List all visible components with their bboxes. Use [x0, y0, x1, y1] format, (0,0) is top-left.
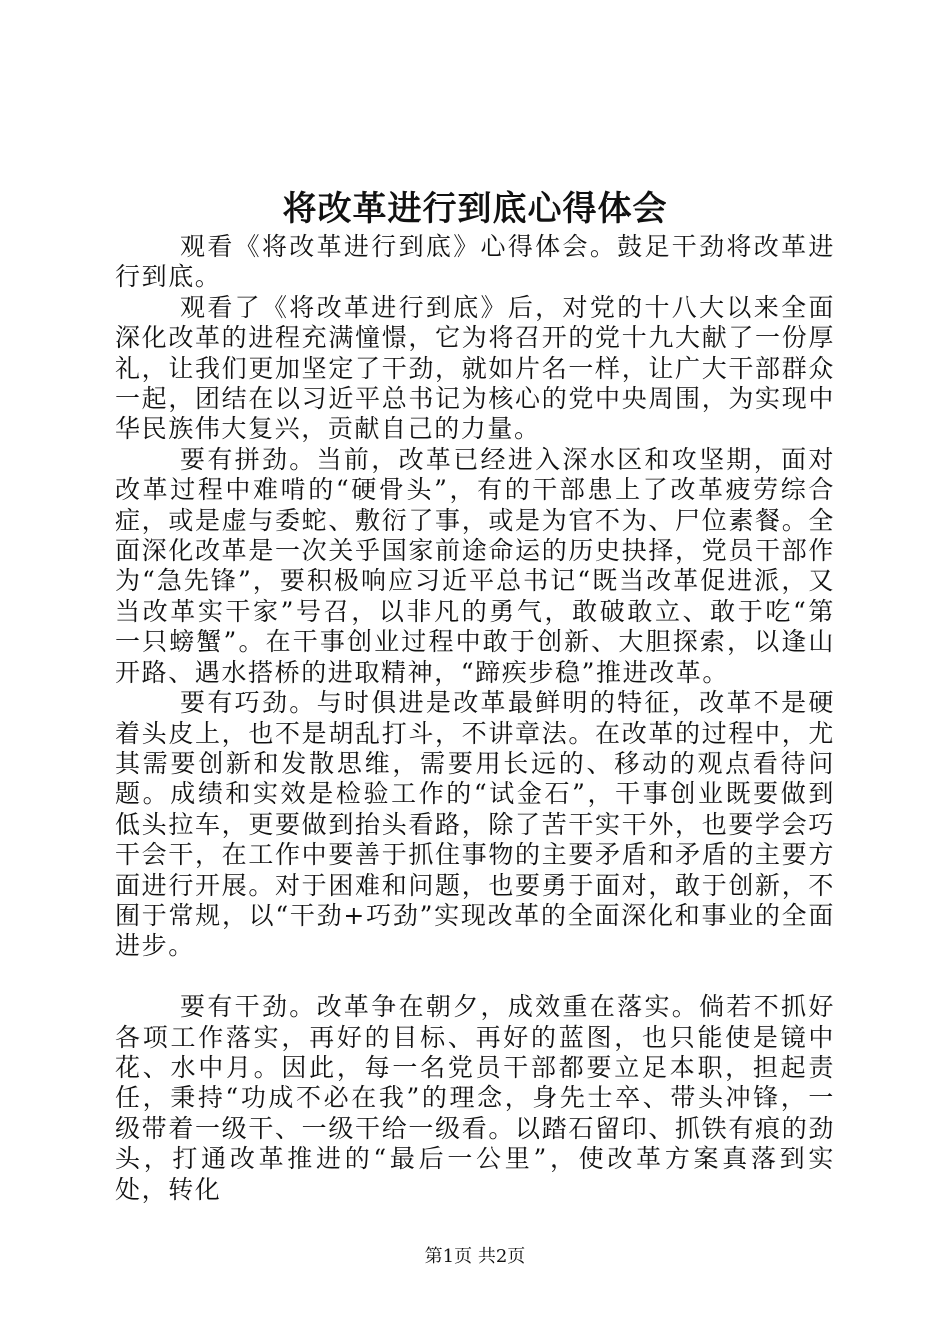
- paragraph-watched: 观看了《将改革进行到底》后，对党的十八大以来全面深化改革的进程充满憧憬，它为将召开的党十九大献了一份厚礼，让我们更加坚定了干劲，就如片名一样，让广大干部群众一起，团结在以习近平总书记为核心的党中央周围，为实现中华民族伟大复兴，贡献自己的力量。: [115, 292, 835, 444]
- paragraph-intro: 观看《将改革进行到底》心得体会。鼓足干劲将改革进行到底。: [115, 232, 835, 292]
- page-number-footer: 第1页 共2页: [424, 1246, 526, 1267]
- paragraph-drive: 要有拼劲。当前，改革已经进入深水区和攻坚期，面对改革过程中难啃的“硬骨头”，有的干部患上了改革疲劳综合症，或是虚与委蛇、敷衍了事，或是为官不为、尸位素餐。全面深化改革是一次关乎国家前途命运的历史抉择，党员干部作为“急先锋”，要积极响应习近平总书记“既当改革促进派，又当改革实干家”号召，以非凡的勇气，敢破敢立、敢于吃“第一只螃蟹”。在干事创业过程中敢于创新、大胆探索，以逢山开路、遇水搭桥的进取精神，“蹄疾步稳”推进改革。: [115, 444, 835, 687]
- document-body: [115, 232, 835, 1205]
- paragraph-effort: 要有干劲。改革争在朝夕，成效重在落实。倘若不抓好各项工作落实，再好的目标、再好的蓝图，也只能使是镜中花、水中月。因此，每一名党员干部都要立足本职，担起责任，秉持“功成不必在我”的理念，身先士卒、带头冲锋，一级带着一级干、一级干给一级看。以踏石留印、抓铁有痕的劲头，打通改革推进的“最后一公里”，使改革方案真落到实处，转化: [115, 992, 835, 1204]
- paragraph-skill: 要有巧劲。与时俱进是改革最鲜明的特征，改革不是硬着头皮上，也不是胡乱打斗，不讲章法。在改革的过程中，尤其需要创新和发散思维，需要用长远的、移动的观点看待问题。成绩和实效是检验工作的“试金石”，干事创业既要做到低头拉车，更要做到抬头看路，除了苦干实干外，也要学会巧干会干，在工作中要善于抓住事物的主要矛盾和矛盾的主要方面进行开展。对于困难和问题，也要勇于面对，敢于创新，不囿于常规，以“干劲+巧劲”实现改革的全面深化和事业的全面进步。: [115, 688, 835, 961]
- document-title: 将改革进行到底心得体会: [282, 189, 668, 229]
